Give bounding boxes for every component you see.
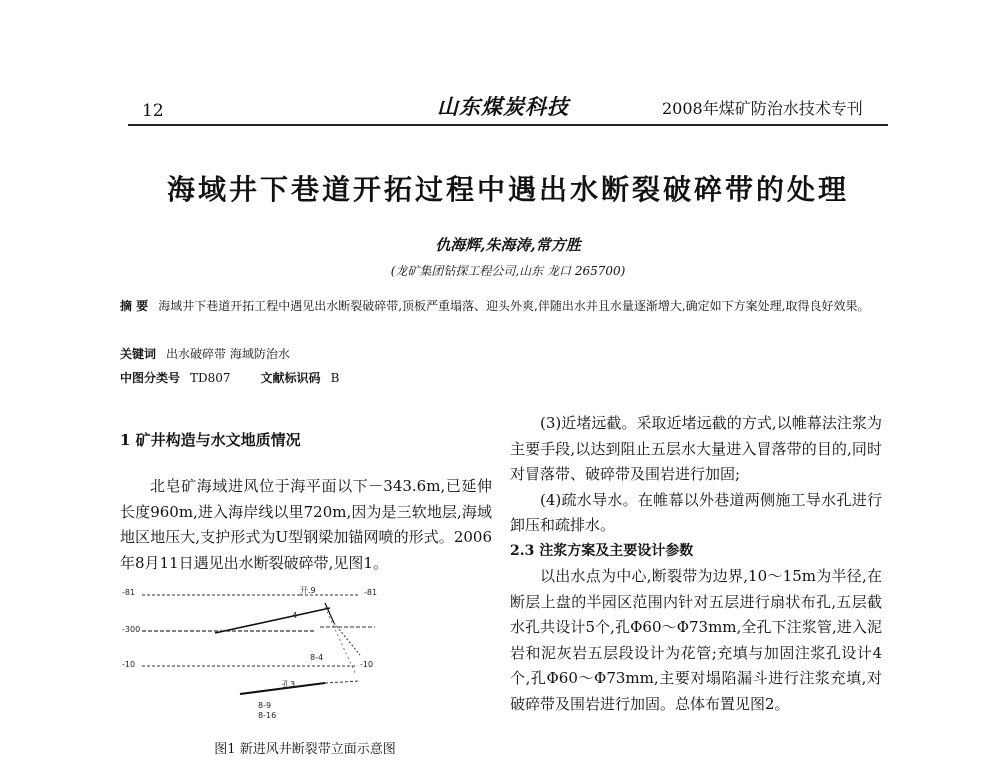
- journal-logo: 山东煤炭科技: [437, 94, 569, 119]
- affiliation: (龙矿集团钻探工程公司,山东 龙口 265700): [390, 264, 626, 278]
- classification-value: TD807: [190, 371, 231, 385]
- keywords: [120, 344, 890, 364]
- figure-label-left-mid: -300: [122, 625, 141, 634]
- figure-label-bottom-b: 8-16: [258, 711, 277, 720]
- page-number: 12: [142, 101, 164, 121]
- item-3-paragraph: (3)近堵远截。采取近堵远截的方式,以帷幕法注浆为主要手段,以达到阻止五层水大量进入冒落带的目的,同时对冒落带、破碎带及围岩进行加固;: [510, 414, 882, 483]
- subsection-2-3-heading: 2.3 注浆方案及主要设计参数: [510, 542, 694, 559]
- authors: 仇海辉,朱海涛,常方胜: [435, 236, 581, 254]
- doc-code-value: B: [330, 371, 340, 385]
- figure-label-top-left: -81: [122, 588, 136, 597]
- figure-label-hole: 孔3: [282, 680, 296, 689]
- abstract-label: 摘 要: [120, 299, 149, 313]
- right-column: [510, 411, 882, 717]
- figure-label-top-mid: 开.9: [300, 586, 316, 595]
- header-rule: [128, 124, 888, 126]
- issue-title: 2008年煤矿防治水技术专刊: [662, 99, 863, 118]
- subsection-2-3-paragraph: 以出水点为中心,断裂带为边界,10～15m为半径,在断层上盘的半园区范围内针对五层进行扇状布孔,五层截水孔共设计5个,孔Φ60～Φ73mm,全孔下注浆管,进入泥岩和泥灰岩五层段设计为花管;充填与加固注浆孔设计4个,孔Φ60～Φ73mm,主要对塌陷漏斗进行注浆充填,对破碎带及围岩进行加固。总体布置见图2。: [510, 567, 882, 713]
- figure-1-caption: 图1 新进风井断裂带立面示意图: [214, 742, 396, 757]
- figure-label-mid-mark: 4: [292, 611, 298, 620]
- paper-title: 海域井下巷道开拓过程中遇出水断裂破碎带的处理: [166, 173, 849, 206]
- figure-1: [120, 583, 490, 728]
- section-1-paragraph: 北皂矿海域进风位于海平面以下－343.6m,已延伸长度960m,进入海岸线以里720m,因为是三软地层,海域地区地压大,支护形式为U型钢梁加锚网喷的形式。2006年8月11日遇见出水断裂破碎带,见图1。: [120, 477, 492, 572]
- classification-line: [120, 368, 890, 388]
- figure-label-right-low: -10: [360, 660, 374, 669]
- figure-label-top-right: -81: [364, 588, 378, 597]
- classification-label: 中图分类号: [120, 371, 181, 385]
- keywords-label: 关键词: [120, 347, 157, 361]
- abstract: [120, 296, 890, 316]
- abstract-text: 海域井下巷道开拓工程中遇见出水断裂破碎带,顶板严重塌落、迎头外爽,伴随出水并且水量逐渐增大,确定如下方案处理,取得良好效果。: [158, 299, 870, 313]
- figure-label-mark-low: 8-4: [310, 653, 324, 662]
- doc-code-label: 文献标识码: [260, 371, 321, 385]
- section-1-body: [120, 474, 492, 576]
- fault-zone-diagram: [120, 583, 490, 728]
- item-4-paragraph: (4)疏水导水。在帷幕以外巷道两侧施工导水孔进行卸压和疏排水。: [510, 490, 882, 534]
- section-1-heading: 1 矿井构造与水文地质情况: [120, 431, 301, 449]
- figure-label-bottom-a: 8-9: [258, 701, 272, 710]
- figure-label-left-low: -10: [122, 660, 136, 669]
- keywords-text: 出水破碎带 海域防治水: [166, 347, 290, 361]
